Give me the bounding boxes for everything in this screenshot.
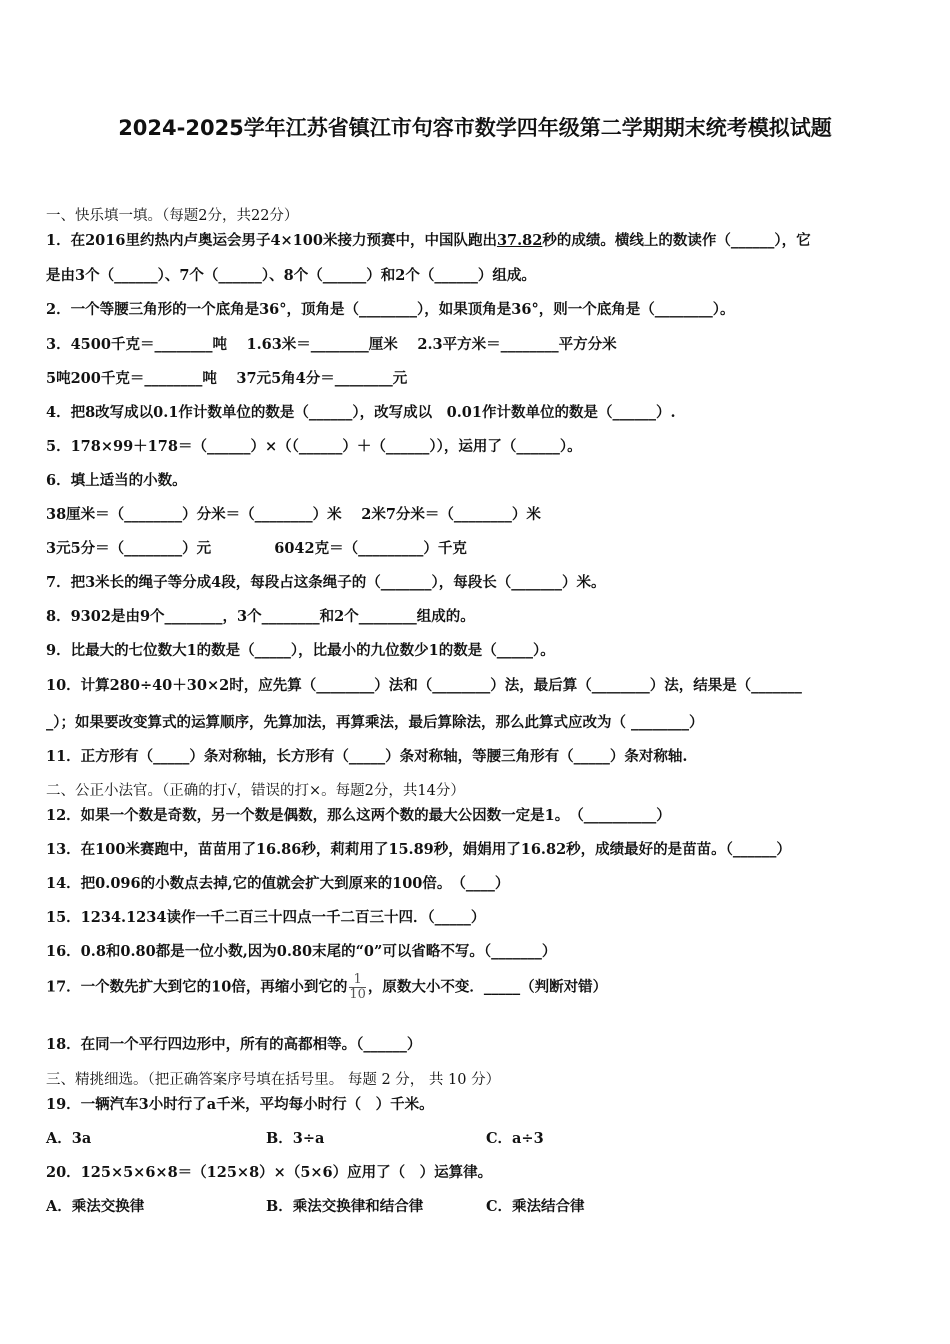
- question-18: 18．在同一个平行四边形中，所有的高都相等。（______）: [46, 1036, 422, 1053]
- question-10-line-2: _）；如果要改变算式的运算顺序，先算加法，再算乘法，最后算除法，那么此算式应改为（ ________）: [46, 714, 704, 731]
- question-6-line-2: 3元5分＝（________）元 6042克＝（_________）千克: [46, 540, 467, 557]
- question-6: 6．填上适当的小数。: [46, 472, 187, 489]
- question-10-line-1: 10．计算280÷40＋30×2时，应先算（________）法和（________）法，最后算（________）法，结果是（_______: [46, 677, 802, 694]
- q19-option-a: A．3a: [46, 1130, 92, 1147]
- q1-text-post: 秒的成绩。横线上的数读作（______），它: [542, 232, 811, 249]
- question-20-options: [46, 1195, 910, 1216]
- q17-text-post: ，原数大小不变．_____（判断对错）: [367, 978, 608, 996]
- question-5: 5．178×99＋178＝（______）×（（______）＋（______）），运用了（______）。: [46, 438, 582, 455]
- question-17: [46, 973, 910, 1002]
- q20-option-b: B．乘法交换律和结合律: [266, 1198, 424, 1215]
- page-title: 2024-2025学年江苏省镇江市句容市数学四年级第二学期期末统考模拟试题: [118, 116, 832, 140]
- question-11: 11．正方形有（_____）条对称轴，长方形有（_____）条对称轴，等腰三角形有（_____）条对称轴.: [46, 748, 688, 765]
- fraction-denominator: 10: [349, 987, 366, 1002]
- fraction-one-tenth: [349, 973, 366, 1002]
- section-3-heading: 三、精挑细选。（把正确答案序号填在括号里。 每题 2 分， 共 10 分）: [46, 1072, 501, 1088]
- question-20: 20．125×5×6×8＝（125×8）×（5×6）应用了（ ）运算律。: [46, 1164, 493, 1181]
- q19-option-b: B．3÷a: [266, 1130, 325, 1147]
- question-7: 7．把3米长的绳子等分成4段，每段占这条绳子的（_______），每段长（_______）米。: [46, 574, 606, 591]
- q19-option-c: C．a÷3: [486, 1130, 544, 1147]
- question-15: 15．1234.1234读作一千二百三十四点一千二百三十四．（_____）: [46, 909, 486, 926]
- question-4: 4．把8改写成以0.1作计数单位的数是（______），改写成以 0.01作计数单位的数是（______）.: [46, 404, 676, 421]
- question-12: 12．如果一个数是奇数，另一个数是偶数，那么这两个数的最大公因数一定是1。 （__________）: [46, 807, 671, 824]
- section-2-heading: 二、公正小法官。（正确的打√，错误的打×。每题2分，共14分）: [46, 783, 465, 799]
- q1-underlined-number: 37.82: [496, 232, 543, 249]
- question-3-line-2: 5吨200千克＝________吨 37元5角4分＝________元: [46, 370, 408, 387]
- question-3-line-1: 3．4500千克＝________吨 1.63米＝________厘米 2.3平方米＝________平方分米: [46, 336, 617, 353]
- question-19-options: [46, 1127, 910, 1148]
- section-1-heading: 一、快乐填一填。（每题2分，共22分）: [46, 208, 299, 224]
- question-2: 2．一个等腰三角形的一个底角是36°，顶角是（________），如果顶角是36°，则一个底角是（________）。: [46, 301, 735, 318]
- question-19: 19．一辆汽车3小时行了a千米，平均每小时行（ ）千米。: [46, 1096, 434, 1113]
- question-9: 9．比最大的七位数大1的数是（_____），比最小的九位数少1的数是（_____）。: [46, 642, 555, 659]
- q20-option-c: C．乘法结合律: [486, 1198, 585, 1215]
- question-6-line-1: 38厘米＝（________）分米＝（________）米 2米7分米＝（________）米: [46, 506, 541, 523]
- question-13: 13．在100米赛跑中，苗苗用了16.86秒，莉莉用了15.89秒，娟娟用了16.82秒，成绩最好的是苗苗。（______）: [46, 841, 791, 858]
- question-16: 16．0.8和0.80都是一位小数,因为0.80末尾的“0”可以省略不写。（_______）: [46, 943, 557, 960]
- question-1-line-2: 是由3个（______）、7个（______）、8个（______）和2个（______）组成。: [46, 267, 536, 284]
- q20-option-a: A．乘法交换律: [46, 1198, 145, 1215]
- q17-text-pre: 17．一个数先扩大到它的10倍，再缩小到它的: [46, 978, 348, 996]
- question-1-line-1: [46, 229, 910, 250]
- fraction-numerator: 1: [349, 973, 366, 988]
- q1-text-pre: 1．在2016里约热内卢奥运会男子4×100米接力预赛中，中国队跑出: [46, 232, 497, 249]
- question-8: 8．9302是由9个________，3个________和2个________组成的。: [46, 608, 475, 625]
- question-14: 14．把0.096的小数点去掉,它的值就会扩大到原来的100倍。 （____）: [46, 875, 510, 892]
